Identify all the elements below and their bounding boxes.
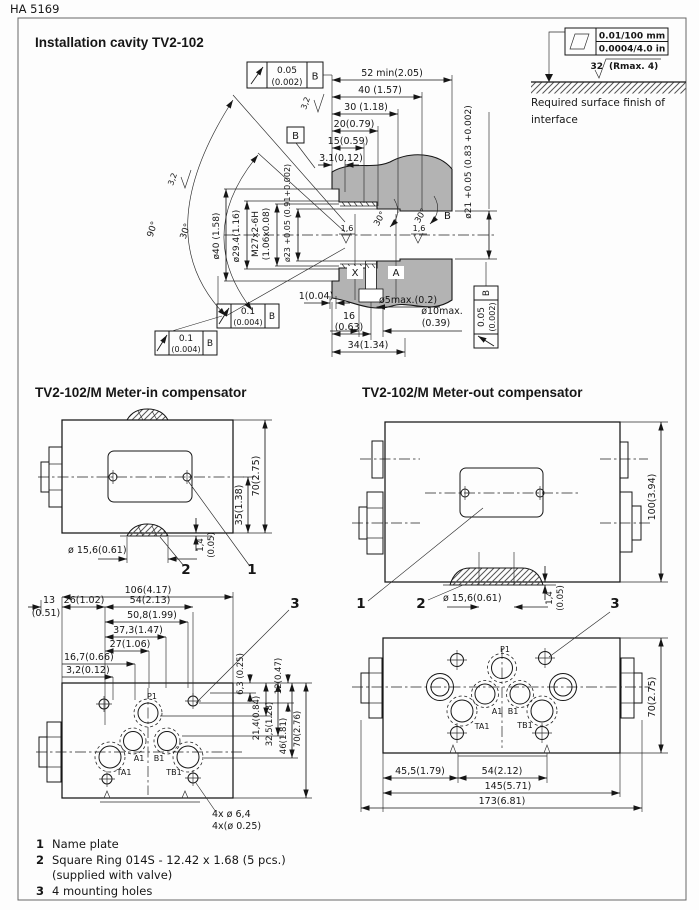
dim-16: 16 (342, 311, 356, 322)
dim-spot-10: ø10max. (421, 306, 463, 317)
meter-in-body (62, 420, 233, 533)
roughness-1-6-b: 1,6 (412, 224, 426, 233)
meter-out-top-view (352, 422, 668, 612)
tol-flat-mm: 0.05 (276, 66, 298, 76)
port-a1-out-label: A1 (491, 707, 503, 716)
tol-runout2-datum: B (206, 339, 214, 349)
tol-right-in: (0.002) (488, 302, 497, 332)
dim-32-5: 32,5(1.28) (265, 701, 275, 747)
dim-thread-in: (1.06x0.08) (262, 207, 272, 261)
chamfer-30-a: 30° (372, 209, 389, 229)
dim-height-70: 70(2.75) (251, 455, 262, 497)
dim-54: 54(2.13) (129, 595, 171, 606)
dim-ring-dia-out: ø 15,6(0.61) (443, 593, 502, 604)
port-ta1-label: TA1 (116, 768, 132, 777)
dim-depth-40: 40 (1.57) (358, 85, 402, 96)
port-ta1-out (447, 696, 489, 731)
port-a1 (120, 728, 146, 763)
datum-b-target: B (444, 211, 451, 222)
meter-out-bump (450, 568, 543, 585)
cavity-drawing (146, 62, 498, 357)
tol-runout2-mm: 0.1 (178, 334, 194, 344)
legend-3-text: 4 mounting holes (52, 884, 153, 898)
tol-runout1-datum: B (268, 312, 276, 322)
meter-out-body (385, 422, 620, 582)
datum-b-box (287, 127, 315, 168)
dim-13: 13 (42, 595, 56, 606)
knob-right-bottom (621, 658, 642, 718)
dim-lip-in: (0.05) (207, 532, 217, 558)
tol-runout1-mm: 0.1 (240, 307, 256, 317)
angle-30: 30° (178, 222, 194, 241)
callout-3-holes-out: 3 (610, 596, 620, 612)
port-ta1-out-label: TA1 (474, 722, 490, 731)
dim-70-out: 70(2.75) (647, 676, 658, 718)
flatness-in: 0.0004/4.0 in (598, 44, 666, 55)
tol-runout1-in: (0.004) (233, 318, 263, 327)
chamfer-30-b: 30° (413, 206, 430, 226)
doc-number: HA 5169 (10, 2, 60, 16)
dim-dia-29-4: ø29.4(1.16) (232, 209, 242, 263)
dim-70-face: 70(2.76) (293, 710, 303, 748)
port-tb1 (165, 742, 203, 777)
dim-34: 34(1.34) (347, 340, 389, 351)
dim-lip-out: 1,4 (545, 591, 555, 605)
roughness-max: (Rmax. 4) (609, 62, 659, 72)
dim-27: 27(1.06) (109, 639, 151, 650)
meter-in-bottom-view (28, 585, 312, 832)
roughness-3-2-a: 3,2 (299, 95, 313, 111)
tolerance-box-runout-2 (155, 316, 222, 355)
port-a1-out (472, 681, 503, 717)
legend-3-num: 3 (36, 884, 45, 898)
dim-dia-21: ø21 +0.05 (0.83 +0.002) (464, 105, 474, 219)
name-plate-out (460, 468, 543, 517)
dim-lip-in-out: (0.05) (556, 585, 566, 611)
dim-6-3: 6,3 (0.25) (236, 653, 246, 695)
dim-45-5: 45,5(1.79) (395, 766, 445, 777)
port-p1-out-label: P1 (500, 645, 510, 654)
holes-note: 4x ø 6,4 (212, 809, 251, 820)
mounting-holes-out (447, 648, 555, 743)
roughness-3-2-b: 3,2 (166, 171, 180, 187)
surface-caption-1: Required surface finish of (531, 97, 665, 109)
dim-depth-15: 15(0.59) (327, 136, 369, 147)
port-b1-out (507, 681, 534, 717)
leader-arrow-icon (545, 74, 553, 82)
surface-finish-note (531, 28, 686, 126)
dim-21-4: 21,4(0.84) (252, 695, 262, 741)
port-b1-out-label: B1 (507, 707, 519, 716)
dim-lip: 1,4 (196, 538, 206, 552)
mounting-holes (96, 693, 201, 787)
roughness-1-6-a: 1,6 (340, 224, 354, 233)
section-a-label: A (392, 268, 400, 279)
dim-depth-3-1: 3.1(0.12) (319, 153, 363, 164)
dim-pilot-5: ø5max.(0.2) (379, 295, 438, 306)
dim-undercut-1: 1(0.04) (298, 291, 334, 302)
legend-1-num: 1 (36, 837, 45, 851)
knob-left-bottom (361, 658, 382, 718)
dim-3-2: 3,2(0.12) (66, 665, 110, 676)
tolerance-box-flat (247, 62, 332, 88)
port-b1 (154, 728, 180, 763)
holes-note-in: 4x(ø 0.25) (212, 821, 262, 832)
dim-spot-10-in: (0.39) (421, 318, 451, 329)
callout-1-plate: 1 (247, 562, 257, 578)
adjust-knob-top-left (372, 441, 383, 478)
port-tb1-label: TB1 (166, 768, 182, 777)
tab-top-right (620, 442, 628, 478)
tol-flat-in: (0.002) (271, 78, 303, 88)
meter-in-bump-top (127, 409, 168, 420)
dim-106: 106(4.17) (124, 585, 172, 596)
dim-50-8: 50,8(1.99) (127, 610, 177, 621)
dim-dia-40: ø40 (1.58) (212, 212, 222, 260)
legend (36, 837, 286, 898)
legend-2-num: 2 (36, 853, 45, 867)
meter-in-top-view (38, 409, 272, 578)
dim-16-7: 16,7(0.66) (64, 652, 114, 663)
port-a1-label: A1 (133, 754, 145, 763)
tol-right-datum: B (482, 289, 492, 297)
callout-2-ring: 2 (181, 562, 191, 578)
datum-b-label: B (292, 131, 299, 142)
legend-2-text: Square Ring 014S - 12.42 x 1.68 (5 pcs.) (52, 853, 286, 867)
tol-flat-datum: B (311, 71, 319, 83)
dim-depth-30: 30 (1.18) (344, 102, 388, 113)
port-b1-label: B1 (153, 754, 165, 763)
meter-out-port-face (383, 638, 620, 753)
flatness-symbol-icon (570, 34, 589, 49)
meter-out-title: TV2-102/M Meter-out compensator (362, 385, 583, 400)
dim-54-out: 54(2.12) (481, 766, 523, 777)
dim-26: 26(1.02) (63, 595, 105, 606)
dim-13-in: (0.51) (31, 608, 61, 619)
angle-90: 90° (145, 220, 161, 239)
tolerance-box-right (474, 286, 498, 348)
dim-depth-20: 20(0.79) (333, 119, 375, 130)
dim-mid-35: 35(1.38) (234, 484, 245, 526)
flatness-mm: 0.01/100 mm (598, 31, 666, 42)
legend-2-text2: (supplied with valve) (52, 868, 173, 882)
tol-right-mm: 0.05 (477, 306, 487, 328)
dim-37-3: 37,3(1.47) (113, 625, 163, 636)
tolerance-box-runout-1 (217, 276, 279, 328)
callout-2-ring-out: 2 (416, 596, 426, 612)
ground-hatch (531, 83, 686, 94)
dim-dia-23: ø23 +0.05 (0.91+0.002) (283, 163, 292, 263)
roughness-grade: 32 (590, 62, 603, 72)
dim-thread: M27x2-6H (251, 210, 261, 258)
dim-height-100: 100(3.94) (647, 473, 658, 521)
tol-runout2-in: (0.004) (171, 345, 201, 354)
dim-16-in: (0.63) (334, 322, 364, 333)
callout-1-plate-out: 1 (356, 596, 366, 612)
dim-depth-52: 52 min(2.05) (361, 68, 423, 79)
knob-mid-right (620, 492, 641, 552)
name-plate (108, 451, 192, 502)
cavity-title: Installation cavity TV2-102 (35, 35, 204, 50)
dim-173: 173(6.81) (478, 796, 526, 807)
meter-in-bump-bottom (127, 524, 168, 536)
section-x-label: X (351, 268, 359, 279)
port-p1-label: P1 (147, 692, 157, 701)
callout-3-holes: 3 (290, 596, 300, 612)
legend-1-text: Name plate (52, 837, 119, 851)
meter-in-title: TV2-102/M Meter-in compensator (35, 385, 247, 400)
dim-12: 12(0.47) (274, 657, 284, 695)
port-tb1-out (516, 696, 557, 730)
surface-caption-2: interface (531, 114, 578, 126)
port-tb1-out-label: TB1 (517, 721, 533, 730)
dim-145: 145(5.71) (484, 781, 532, 792)
meter-out-bottom-view (352, 596, 668, 812)
dim-46: 46(1.81) (279, 717, 289, 755)
dim-ring-dia: ø 15,6(0.61) (68, 545, 127, 556)
